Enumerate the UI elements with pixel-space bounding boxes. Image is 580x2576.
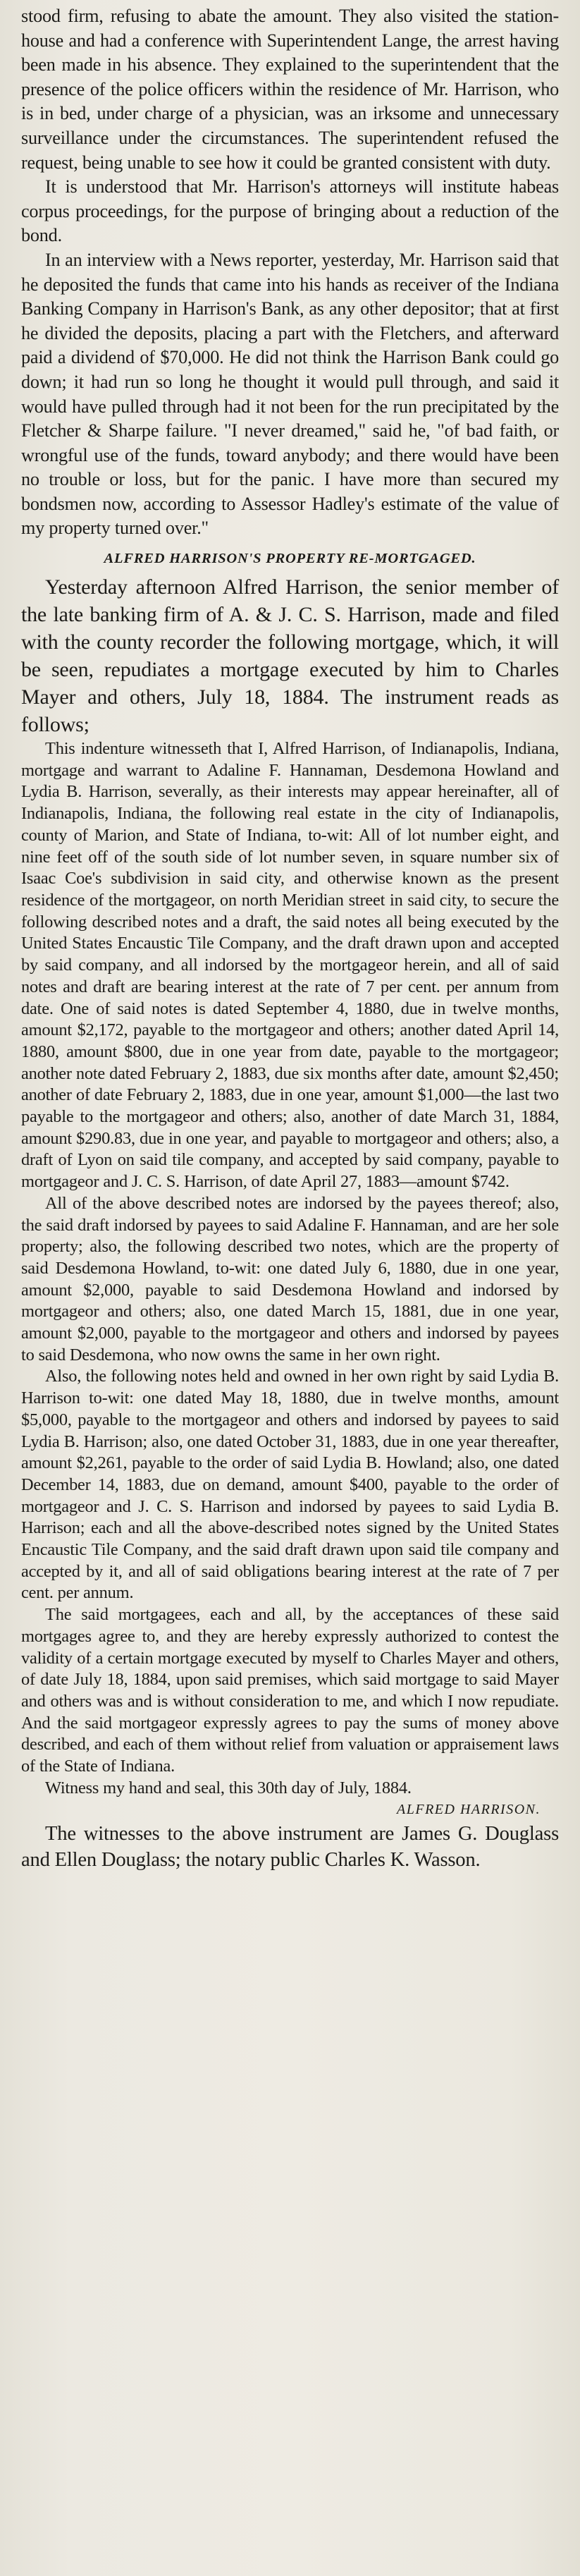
mortgage-paragraph: The said mortgagees, each and all, by the acceptances of these said mortgages agree to, and they are hereby expressly authorized to contest the validity of a certain mortgage executed by myself to Charles Mayer and others, of date July 18, 1884, upon said premises, which said mortgage to said Mayer and others was and is without consideration to me, and which I now repudiate. And the said mortgageor expressly agrees to pay the sums of money above described, and each of them without relief from valuation or appraisement laws of the State of Indiana. [21,1605,559,1776]
lead-paragraph: Yesterday afternoon Alfred Harrison, the senior member of the late banking firm of A. & J. C. S. Harrison, made and filed with the county recorder the following mortgage, which, it will be seen, repudiates a mortgage executed by him to Charles Mayer and others, July 18, 1884. The instrument reads as follows; [21,575,559,737]
mortgage-paragraph: All of the above described notes are indorsed by the payees thereof; also, the said draft indorsed by payees to said Adaline F. Hannaman, and are her sole property; also, the following described two notes, which are the property of said Desdemona Howland, to-wit: one dated July 6, 1880, due in one year, amount $2,000, payable to said Desdemona Howland and indorsed by mortgageor and others; also, one dated March 15, 1881, due in one year, amount $2,000, payable to the mortgageor and others and indorsed by payees to said Desdemona, who now owns the same in her own right. [21,1193,559,1365]
article-paragraph: It is understood that Mr. Harrison's attorneys will institute habeas corpus proceedings, for the purpose of bringing about a reduction of the bond. [21,176,559,246]
mortgage-paragraph: This indenture witnesseth that I, Alfred Harrison, of Indianapolis, Indiana, mortgage and warrant to Adaline F. Hannaman, Desdemona Howland and Lydia B. Harrison, severally, as their interests may appear hereinafter, all of Indianapolis, Indiana, the following real estate in the city of Indianapolis, county of Marion, and State of Indiana, to-wit: All of lot number eight, and nine feet off of the south side of lot number seven, in square number six of Isaac Coe's subdivision in said city, and otherwise known as the present residence of the mortgageor, on north Meridian street in said city, to secure the following described notes and a draft, the said notes all being executed by the United States Encaustic Tile Company, and the draft drawn upon and accepted by said company, and all indorsed by the mortgageor herein, and all of said notes and draft are bearing interest at the rate of 7 per cent. per annum from date. One of said notes is dated September 4, 1880, due in twelve months, amount $2,172, payable to the mortgageor and others; another dated April 14, 1880, amount $800, due in one year from date, payable to the mortgageor; another note dated February 2, 1883, due six months after date, amount $2,450; another of date February 2, 1883, due in one year, amount $1,000—the last two payable to the mortgageor and others; also, another of date March 31, 1884, amount $290.83, due in one year, and payable to mortgageor and others; also, a draft of Lyon on said tile company, and accepted by said company, payable to mortgageor and J. C. S. Harrison, of date April 27, 1883—amount $742. [21,739,559,1192]
article-paragraph: In an interview with a News reporter, yesterday, Mr. Harrison said that he deposited the funds that came into his hands as receiver of the Indiana Banking Company in Harrison's Bank, as any other depositor; that at first he divided the deposits, placing a part with the Fletchers, and afterward paid a dividend of $70,000. He did not think the Harrison Bank could go down; it had run so long he thought it would pull through, and said it would have pulled through had it not been for the run precipitated by the Fletcher & Sharpe failure. "I never dreamed," said he, "of bad faith, or wrongful use of the funds, toward anybody; and there would have been no trouble or loss, but for the panic. I have more than secured my bondsmen now, according to Assessor Hadley's estimate of the value of my property turned over." [21,249,559,539]
article-paragraph: stood firm, refusing to abate the amount. They also visited the station-house and had a conference with Superintendent Lange, the arrest having been made in his absence. They explained to the superintendent that the presence of the police officers within the residence of Mr. Harrison, who is in bed, under charge of a physician, was an irksome and unnecessary surveillance under the circumstances. The superintendent refused the request, being unable to see how it could be granted consistent with duty. [21,6,559,173]
mortgage-paragraph: Also, the following notes held and owned in her own right by said Lydia B. Harrison to-wit: one dated May 18, 1880, due in twelve months, amount $5,000, payable to the mortgageor and others and indorsed by payees to said Lydia B. Harrison; also, one dated October 31, 1883, due in one year thereafter, amount $2,261, payable to the order of said Lydia B. Howland; also, one dated December 14, 1883, due on demand, amount $400, payable to the order of mortgageor and J. C. S. Harrison and indorsed by payees to said Lydia B. Harrison; each and all the above-described notes signed by the United States Encaustic Tile Company, and the said draft drawn upon said tile company and accepted by it, and all of said obligations bearing interest at the rate of 7 per cent. per annum. [21,1367,559,1603]
witness-line: Witness my hand and seal, this 30th day of July, 1884. [45,1778,412,1797]
closing-paragraph: The witnesses to the above instrument are James G. Douglass and Ellen Douglass; the notary public Charles K. Wasson. [21,1822,559,1871]
signature: ALFRED HARRISON. [397,1801,541,1817]
section-heading: ALFRED HARRISON'S PROPERTY RE-MORTGAGED. [104,551,476,567]
